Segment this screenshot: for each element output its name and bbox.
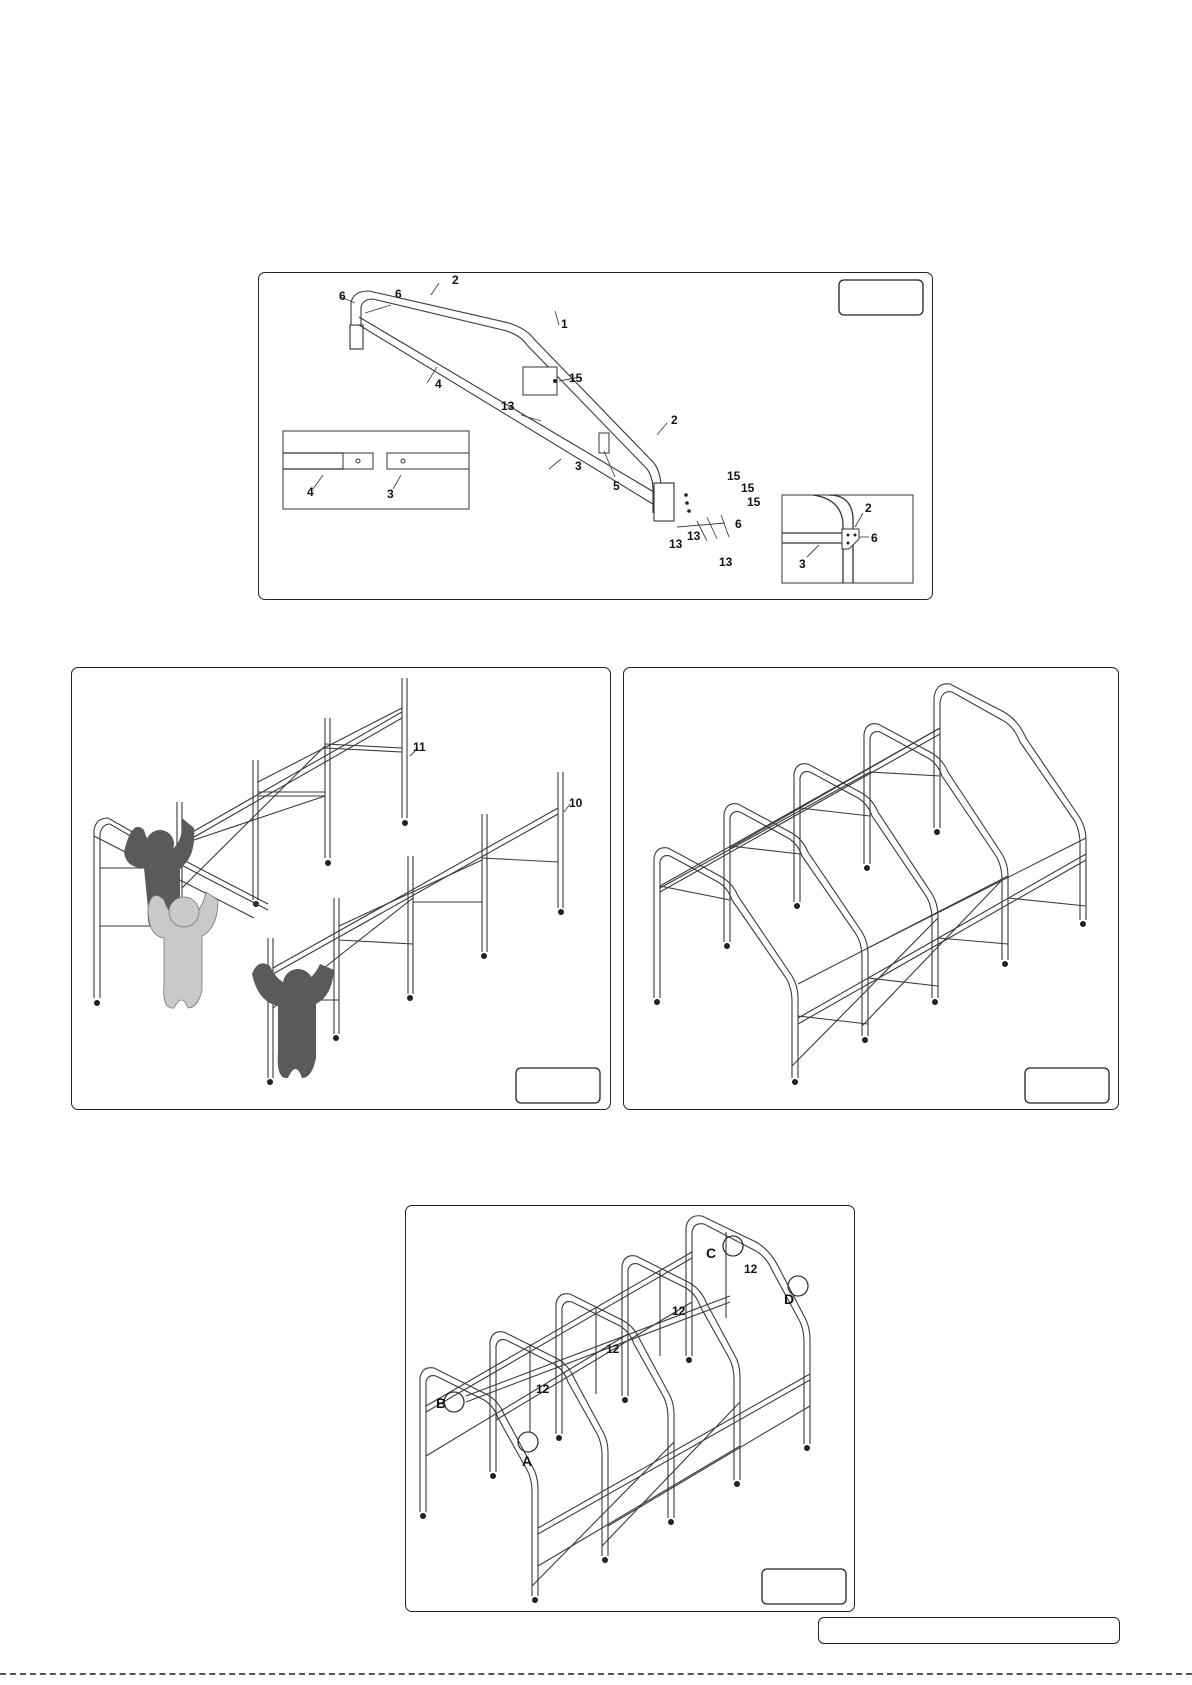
- detail-circle-b: [444, 1392, 464, 1412]
- fig1-label-15-c: 15: [741, 481, 755, 495]
- fig1-label-6-left: 6: [339, 289, 346, 303]
- figure-4-number-box: [762, 1569, 846, 1604]
- fig4-label-b: B: [436, 1395, 447, 1411]
- fig1-label-13-c: 13: [669, 537, 683, 551]
- figure-3-drawing: [624, 668, 1120, 1111]
- fig1-inset-label-3: 3: [387, 487, 394, 501]
- fig1-label-3: 3: [575, 459, 582, 473]
- fig1-inset-label-2: 2: [865, 501, 872, 515]
- figure-3-panel: [623, 667, 1119, 1110]
- page-bottom-rule: [0, 1673, 1192, 1675]
- fig1-label-1: 1: [561, 317, 568, 331]
- fig1-label-6-right: 6: [735, 517, 742, 531]
- figure-1-drawing: [259, 273, 934, 601]
- fig1-label-5: 5: [613, 479, 620, 493]
- fig4-label-a: A: [522, 1453, 533, 1469]
- fig1-label-4: 4: [435, 377, 442, 391]
- figure-2-panel: [71, 667, 611, 1110]
- figure-4-drawing: [406, 1206, 856, 1613]
- fig2-label-10: 10: [569, 796, 583, 810]
- fig1-inset-joint: [283, 431, 469, 509]
- fig4-label-12-a: 12: [744, 1262, 758, 1276]
- fig1-inset-label-6: 6: [871, 531, 878, 545]
- fig1-label-15-a: 15: [569, 371, 583, 385]
- fig1-label-13-a: 13: [501, 399, 515, 413]
- fig4-label-d: D: [784, 1291, 795, 1307]
- fig4-label-12-b: 12: [672, 1304, 686, 1318]
- fig1-label-2-right: 2: [671, 413, 678, 427]
- fig1-inset-label-4: 4: [307, 485, 314, 499]
- fig4-label-12-d: 12: [536, 1382, 550, 1396]
- figure-1-number-box: [839, 280, 923, 315]
- fig1-label-2-top: 2: [452, 273, 459, 287]
- fig1-inset-label-3b: 3: [799, 557, 806, 571]
- fig1-label-6-mid: 6: [395, 287, 402, 301]
- detail-circle-a: [518, 1432, 538, 1452]
- figure-2-number-box: [516, 1068, 600, 1103]
- fig1-label-13-d: 13: [719, 555, 733, 569]
- figure-3-number-box: [1025, 1068, 1109, 1103]
- fig1-label-15-d: 15: [747, 495, 761, 509]
- figure-2-drawing: [72, 668, 612, 1111]
- fig1-label-13-b: 13: [687, 529, 701, 543]
- figure-4-panel: [405, 1205, 855, 1612]
- fig1-label-15-b: 15: [727, 469, 741, 483]
- footer-caption-box: [818, 1617, 1120, 1644]
- fig4-label-12-c: 12: [606, 1342, 620, 1356]
- fig4-label-c: C: [706, 1245, 717, 1261]
- fig1-inset-corner: [782, 495, 913, 583]
- figure-1-panel: [258, 272, 933, 600]
- fig2-label-11: 11: [413, 740, 426, 754]
